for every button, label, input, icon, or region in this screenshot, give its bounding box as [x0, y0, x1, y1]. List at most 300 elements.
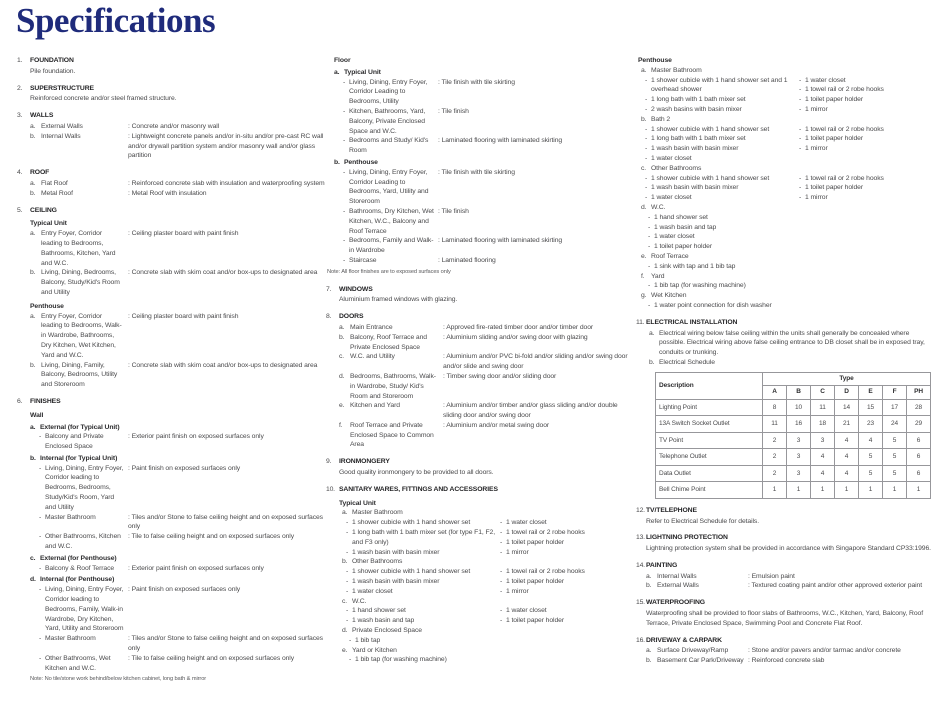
spec-paragraph — [30, 94, 326, 104]
list-item — [339, 655, 636, 665]
list-item — [638, 164, 935, 174]
list-item-text: 1 wash basin and tap — [352, 617, 415, 625]
table-cell: 5 — [883, 465, 907, 482]
section-heading — [636, 533, 935, 543]
table-cell: 5 — [859, 465, 883, 482]
table-cell: 11 — [763, 416, 787, 433]
table-cell: 1 — [787, 482, 811, 499]
section-number: 9. — [326, 458, 332, 466]
item-marker: b. — [641, 115, 647, 123]
spec-label — [30, 312, 128, 361]
item-marker: a. — [334, 68, 340, 76]
list-item-text: 1 water closet — [506, 607, 547, 615]
list-item-text: 1 mirror — [805, 105, 828, 113]
table-cell: 24 — [883, 416, 907, 433]
list-item — [339, 636, 636, 646]
spec-label-text: Flat Roof — [41, 179, 68, 187]
spec-row — [30, 312, 326, 361]
table-cell: 21 — [835, 416, 859, 433]
spec-column-right — [636, 56, 935, 666]
spec-label-text: Balcony & Roof Terrace — [45, 564, 115, 572]
list-item — [638, 281, 935, 291]
table-head — [656, 372, 931, 399]
spec-column-middle — [326, 56, 636, 665]
spec-label — [339, 372, 443, 401]
section-heading — [17, 84, 326, 94]
list-item-text: 1 water closet — [352, 587, 393, 595]
section-title: ELECTRICAL INSTALLATION — [646, 318, 738, 326]
list-item — [346, 518, 500, 528]
subsection-heading — [30, 411, 326, 421]
section-heading — [636, 636, 935, 646]
list-item — [500, 577, 636, 587]
dash-marker: - — [799, 184, 802, 192]
spec-value: : Timber swing door and/or sliding door — [443, 372, 557, 380]
spec-label-text: Balcony, Roof Terrace and Private Enclosed Space — [350, 333, 427, 351]
spec-value: : Reinforced concrete slab — [748, 657, 825, 665]
item-marker: d. — [339, 372, 345, 380]
item-marker: c. — [342, 597, 348, 605]
spec-row — [646, 581, 935, 591]
subsection-title: Typical Unit — [30, 220, 67, 228]
table-row-label: 13A Switch Socket Outlet — [656, 416, 763, 433]
list-item — [645, 134, 799, 144]
list-item-text: Private Enclosed Space — [352, 627, 422, 635]
list-item-text: 2 wash basins with basin mixer — [651, 105, 742, 113]
item-marker: - — [648, 301, 651, 309]
spec-label-text: Internal Walls — [657, 572, 697, 580]
table-cell: 3 — [787, 449, 811, 466]
item-marker: d. — [30, 576, 36, 584]
electrical-schedule-table — [655, 372, 931, 499]
page-title: Specifications — [16, 1, 216, 40]
list-item-text: 1 toilet paper holder — [506, 538, 564, 546]
spec-label-text: Living, Dining, Entry Foyer, Corridor Leading to Bedrooms, Yard, Utility and Storeroom — [349, 168, 429, 206]
spec-value: : Tile finish with tile skirting — [438, 168, 515, 176]
spec-value: : Concrete and/or masonry wall — [128, 122, 220, 130]
spec-label-text: Surface Driveway/Ramp — [657, 647, 729, 655]
spec-label — [646, 646, 748, 656]
list-item-text: Electrical wiring below false ceiling within the units shall generally be concealed where possible. Electrical wiring above false ceiling entrance to DB closet shall be in exposed tray, conduits or trunking. — [659, 329, 925, 357]
spec-label-text: Bedrooms, Bathrooms, Walk-in Wardrobe, Study/ Kid's Room and Storeroom — [350, 372, 436, 400]
table-cell: 8 — [763, 399, 787, 416]
item-marker: d. — [641, 203, 647, 211]
spec-label-text: Bathrooms, Dry Kitchen, Wet Kitchen, W.C., Balcony and Roof Terrace — [349, 207, 434, 235]
list-item-text: 1 water closet — [651, 154, 692, 162]
spec-row — [339, 352, 636, 372]
list-item-text: 1 towel rail or 2 robe hooks — [506, 568, 585, 576]
spec-value: : Paint finish on exposed surfaces only — [128, 464, 241, 472]
fixture-list-right — [500, 606, 636, 626]
subsection-heading — [334, 56, 636, 66]
list-item — [638, 301, 935, 311]
table-cell: 5 — [859, 449, 883, 466]
list-item-text: 1 sink with tap and 1 bib tap — [654, 262, 736, 270]
item-marker: a. — [641, 66, 647, 74]
item-marker: a. — [649, 329, 655, 337]
fixture-list — [339, 606, 636, 626]
section-title: FOUNDATION — [30, 57, 74, 64]
note-line — [30, 675, 326, 685]
item-marker: b. — [30, 189, 36, 197]
list-item-text: 1 long bath with 1 bath mixer set — [651, 135, 746, 143]
item-marker: - — [343, 256, 346, 264]
spec-value: : Emulsion paint — [748, 572, 795, 580]
spec-row — [339, 333, 636, 353]
spec-value: : Tile to false ceiling height and on exposed surfaces only — [128, 533, 295, 541]
list-item-text: 1 hand shower set — [352, 607, 406, 615]
dash-marker: - — [346, 548, 349, 556]
spec-label — [339, 333, 443, 353]
spec-row — [339, 401, 636, 421]
item-marker: b. — [30, 132, 36, 140]
list-item — [799, 144, 935, 154]
item-marker: c. — [339, 353, 345, 361]
table-cell: 1 — [835, 482, 859, 499]
item-marker: e. — [342, 646, 348, 654]
item-marker: e. — [339, 402, 345, 410]
item-marker: - — [39, 533, 42, 541]
lettered-subheading — [334, 68, 636, 78]
item-marker: c. — [641, 164, 647, 172]
dash-marker: - — [500, 578, 503, 586]
list-item — [500, 567, 636, 577]
list-item-text: 1 shower cubicle with 1 hand shower set — [651, 125, 770, 133]
list-item — [799, 183, 935, 193]
subheading-text: External (for Penthouse) — [40, 554, 117, 562]
list-item — [500, 548, 636, 558]
list-item — [638, 252, 935, 262]
item-marker: a. — [30, 122, 36, 130]
table-row-label: TV Point — [656, 432, 763, 449]
spec-label — [646, 581, 748, 591]
spec-label-text: Master Bathroom — [45, 635, 96, 643]
section-title: FINISHES — [30, 397, 61, 405]
spec-value: : Tile finish with tile skirting — [438, 78, 515, 86]
item-marker: a. — [646, 572, 652, 580]
dash-marker: - — [645, 105, 648, 113]
spec-row — [30, 634, 326, 654]
list-item-text: Other Bathrooms — [352, 558, 403, 566]
subheading-text: External (for Typical Unit) — [40, 423, 120, 431]
section-title: IRONMONGERY — [339, 458, 390, 466]
section-title: SANITARY WARES, FITTINGS AND ACCESSORIES — [339, 485, 498, 493]
list-item — [500, 606, 636, 616]
spec-row — [30, 585, 326, 634]
spec-value: : Paint finish on exposed surfaces only — [128, 586, 241, 594]
spec-label — [30, 189, 128, 199]
list-item — [346, 616, 500, 626]
spec-label — [339, 352, 443, 372]
section-title: DOORS — [339, 313, 364, 321]
spec-label-text: Kitchen and Yard — [350, 402, 400, 410]
list-item — [346, 528, 500, 548]
subheading-text: Internal (for Typical Unit) — [40, 454, 118, 462]
dash-marker: - — [799, 125, 802, 133]
spec-row — [30, 564, 326, 574]
fixture-list-left — [346, 606, 500, 626]
item-marker: b. — [334, 158, 340, 166]
table-cell: 11 — [811, 399, 835, 416]
list-item-text: Yard — [651, 272, 665, 280]
spec-value: : Reinforced concrete slab with insulation and waterproofing system — [128, 179, 325, 187]
spec-label-text: Living, Dining, Bedrooms, Balcony, Study/Kid's Room and Utility — [41, 269, 120, 296]
spec-value: : Laminated flooring with laminated skirting — [438, 237, 563, 245]
table-row — [656, 432, 931, 449]
fixture-list-left — [346, 567, 500, 596]
list-item-text: Wet Kitchen — [651, 292, 687, 300]
list-item-text: 1 water closet — [506, 519, 547, 527]
spec-row — [334, 78, 636, 107]
fixture-list — [638, 76, 935, 115]
spec-row — [339, 421, 636, 450]
note-text: Note: All floor finishes are to exposed surfaces only — [327, 268, 451, 275]
spec-label-text: Bedrooms and Study/ Kid's Room — [349, 137, 429, 155]
item-marker: - — [349, 656, 352, 664]
dash-marker: - — [799, 194, 802, 202]
spec-label-text: Balcony and Private Enclosed Space — [45, 433, 104, 451]
spec-label — [334, 168, 438, 207]
list-item-text: 1 hand shower set — [654, 213, 708, 221]
section-number: 14. — [636, 561, 645, 569]
subsection-heading — [339, 499, 636, 509]
list-item-text: 1 bib tap (for washing machine) — [654, 282, 746, 290]
section-heading — [326, 485, 636, 495]
table-body — [656, 399, 931, 498]
dash-marker: - — [500, 529, 503, 537]
dash-marker: - — [799, 96, 802, 104]
spec-label-text: Main Entrance — [350, 323, 393, 331]
item-marker: b. — [30, 454, 36, 462]
spec-value: : Exterior paint finish on exposed surfaces only — [128, 564, 264, 572]
table-cell: 2 — [763, 432, 787, 449]
list-item-text: 1 towel rail or 2 robe hooks — [805, 125, 884, 133]
table-row — [656, 399, 931, 416]
list-item-text: Other Bathrooms — [651, 164, 702, 172]
table-cell: 4 — [835, 465, 859, 482]
section-number: 8. — [326, 313, 332, 321]
table-row — [656, 465, 931, 482]
dash-marker: - — [500, 587, 503, 595]
list-item — [645, 125, 799, 135]
spec-row — [30, 179, 326, 189]
spec-label — [334, 78, 438, 107]
subsection-title: Wall — [30, 411, 44, 419]
table-row-label: Data Outlet — [656, 465, 763, 482]
dash-marker: - — [346, 617, 349, 625]
table-cell: 4 — [811, 449, 835, 466]
fixture-list-right — [500, 518, 636, 557]
subheading-text: Penthouse — [344, 158, 378, 166]
spec-row — [30, 464, 326, 513]
section-number: 2. — [17, 84, 23, 92]
list-item-text: 1 toilet paper holder — [506, 617, 564, 625]
dash-marker: - — [645, 145, 648, 153]
list-item-text: 1 toilet paper holder — [805, 96, 863, 104]
spec-label-text: Staircase — [349, 256, 377, 264]
fixture-list — [339, 567, 636, 596]
item-marker: - — [648, 243, 651, 251]
spec-paragraph — [646, 544, 935, 554]
dash-marker: - — [346, 519, 349, 527]
table-row — [656, 449, 931, 466]
spec-label-text: Roof Terrace and Private Enclosed Space to Common Area — [350, 421, 434, 449]
section-title: WALLS — [30, 112, 54, 120]
spec-label — [334, 207, 438, 236]
spec-label-text: Other Bathrooms, Kitchen and W.C. — [45, 533, 121, 551]
item-marker: a. — [30, 230, 36, 238]
table-cell: 3 — [787, 465, 811, 482]
columns-container — [17, 56, 935, 685]
table-cell: 23 — [859, 416, 883, 433]
dash-marker: - — [645, 194, 648, 202]
item-marker: f. — [339, 421, 343, 429]
table-cell: 15 — [859, 399, 883, 416]
spec-label-text: Living, Dining, Entry Foyer, Corridor leading to Bedrooms, Bedrooms, Study/Kid's Room, Yard and Utility — [45, 464, 124, 511]
spec-row — [30, 268, 326, 297]
spec-label — [30, 564, 128, 574]
section-heading — [326, 285, 636, 295]
table-cell: 3 — [811, 432, 835, 449]
spec-row — [30, 432, 326, 452]
list-item-text: Electrical Schedule — [659, 358, 715, 366]
spec-row — [30, 361, 326, 390]
spec-label — [339, 323, 443, 333]
item-marker: b. — [30, 269, 36, 277]
list-item-text: 1 water closet — [651, 194, 692, 202]
list-item — [799, 125, 935, 135]
item-marker: - — [349, 636, 352, 644]
list-item-text: 1 water closet — [805, 76, 846, 84]
item-marker: - — [39, 654, 42, 662]
dash-marker: - — [500, 538, 503, 546]
item-marker: b. — [342, 558, 348, 566]
spec-value: : Metal Roof with insulation — [128, 189, 207, 197]
dash-marker: - — [799, 135, 802, 143]
section-heading — [17, 206, 326, 216]
spec-row — [334, 207, 636, 236]
table-cell: 3 — [787, 432, 811, 449]
section-title: WINDOWS — [339, 285, 373, 293]
spec-value: : Aluminium sliding and/or swing door with glazing — [443, 333, 588, 341]
spec-label — [339, 401, 443, 421]
spec-value: : Tile finish — [438, 107, 469, 115]
fixture-list-right — [799, 125, 935, 164]
list-item — [339, 557, 636, 567]
spec-label — [30, 132, 128, 161]
dash-marker: - — [500, 568, 503, 576]
section-heading — [326, 312, 636, 322]
list-item — [500, 587, 636, 597]
subsection-heading — [30, 219, 326, 229]
list-item — [638, 291, 935, 301]
spec-label-text: Living, Dining, Entry Foyer, Corridor Leading to Bedrooms, Utility — [349, 78, 428, 106]
table-cell: 1 — [907, 482, 931, 499]
table-row-label: Lighting Point — [656, 399, 763, 416]
item-marker: - — [39, 635, 42, 643]
list-item-text: 1 mirror — [805, 194, 828, 202]
table-cell: 2 — [763, 449, 787, 466]
list-item — [346, 567, 500, 577]
list-item-text: 1 wash basin with basin mixer — [352, 548, 440, 556]
spec-label-text: External Walls — [41, 122, 83, 130]
section-title: CEILING — [30, 206, 57, 214]
list-item-text: W.C. — [352, 597, 367, 605]
spec-label-text: Kitchen, Bathrooms, Yard, Balcony, Private Enclosed Space and W.C. — [349, 107, 426, 135]
list-item-text: W.C. — [651, 203, 666, 211]
table-row — [656, 416, 931, 433]
note-text: Note: No tile/stone work behind/below kitchen cabinet, long bath & mirror — [30, 676, 207, 683]
item-marker: b. — [339, 333, 345, 341]
list-item-text: 1 toilet paper holder — [654, 243, 712, 251]
list-item-text: 1 mirror — [506, 548, 529, 556]
table-cell: 5 — [883, 449, 907, 466]
list-item-text: 1 wash basin and tap — [654, 223, 717, 231]
list-item — [646, 358, 935, 368]
section-number: 15. — [636, 599, 645, 607]
list-item-text: 1 wash basin with basin mixer — [651, 145, 739, 153]
section-title: DRIVEWAY & CARPARK — [646, 636, 722, 644]
spec-label-text: Entry Foyer, Corridor leading to Bedrooms, Bathrooms, Kitchen, Yard and W.C. — [41, 230, 116, 267]
dash-marker: - — [799, 174, 802, 182]
table-cell: 6 — [907, 449, 931, 466]
table-cell: 2 — [763, 465, 787, 482]
list-item-text: 1 long bath with 1 bath mixer set (for type F1, F2, and F3 only) — [352, 529, 495, 546]
item-marker: - — [39, 564, 42, 572]
item-marker: - — [648, 213, 651, 221]
table-header-cell: Type — [763, 372, 931, 385]
section-heading — [326, 457, 636, 467]
spec-label — [30, 229, 128, 268]
table-cell: 4 — [835, 449, 859, 466]
spec-row — [339, 372, 636, 401]
dash-marker: - — [645, 135, 648, 143]
fixture-list — [638, 125, 935, 164]
table-header-row — [656, 372, 931, 385]
spec-value: : Aluminium and/or timber and/or glass sliding and/or double sliding door and/or swing door — [443, 402, 618, 420]
table-cell: 6 — [907, 465, 931, 482]
list-item — [645, 174, 799, 184]
table-cell: 14 — [835, 399, 859, 416]
section-number: 16. — [636, 636, 645, 644]
list-item — [346, 577, 500, 587]
list-item — [346, 606, 500, 616]
dash-marker: - — [500, 548, 503, 556]
list-item — [638, 115, 935, 125]
list-item-text: Master Bathroom — [651, 66, 702, 74]
lettered-subheading — [30, 554, 326, 564]
list-item — [645, 105, 799, 115]
list-item-text: 1 long bath with 1 bath mixer set — [651, 96, 746, 104]
spec-label-text: Living, Dining, Entry Foyer, Corridor leading to Bedrooms, Family, Walk-in Wardrobe, Dry Kitchen, Yard, Utility and Storeroom — [45, 586, 124, 633]
table-cell: 1 — [883, 482, 907, 499]
item-marker: a. — [342, 509, 348, 517]
spec-value: : Tile finish — [438, 207, 469, 215]
fixture-list — [339, 518, 636, 557]
section-number: 12. — [636, 506, 645, 514]
dash-marker: - — [645, 184, 648, 192]
fixture-list-right — [799, 174, 935, 203]
list-item — [346, 587, 500, 597]
list-item — [799, 76, 935, 86]
fixture-list-left — [346, 518, 500, 557]
spec-label — [646, 656, 748, 666]
table-header-cell: Description — [656, 372, 763, 399]
list-item — [500, 616, 636, 626]
table-cell: 6 — [907, 432, 931, 449]
paragraph-text: Lightning protection system shall be provided in accordance with Singapore Standard CP33:1996. — [646, 545, 931, 553]
list-item — [638, 272, 935, 282]
